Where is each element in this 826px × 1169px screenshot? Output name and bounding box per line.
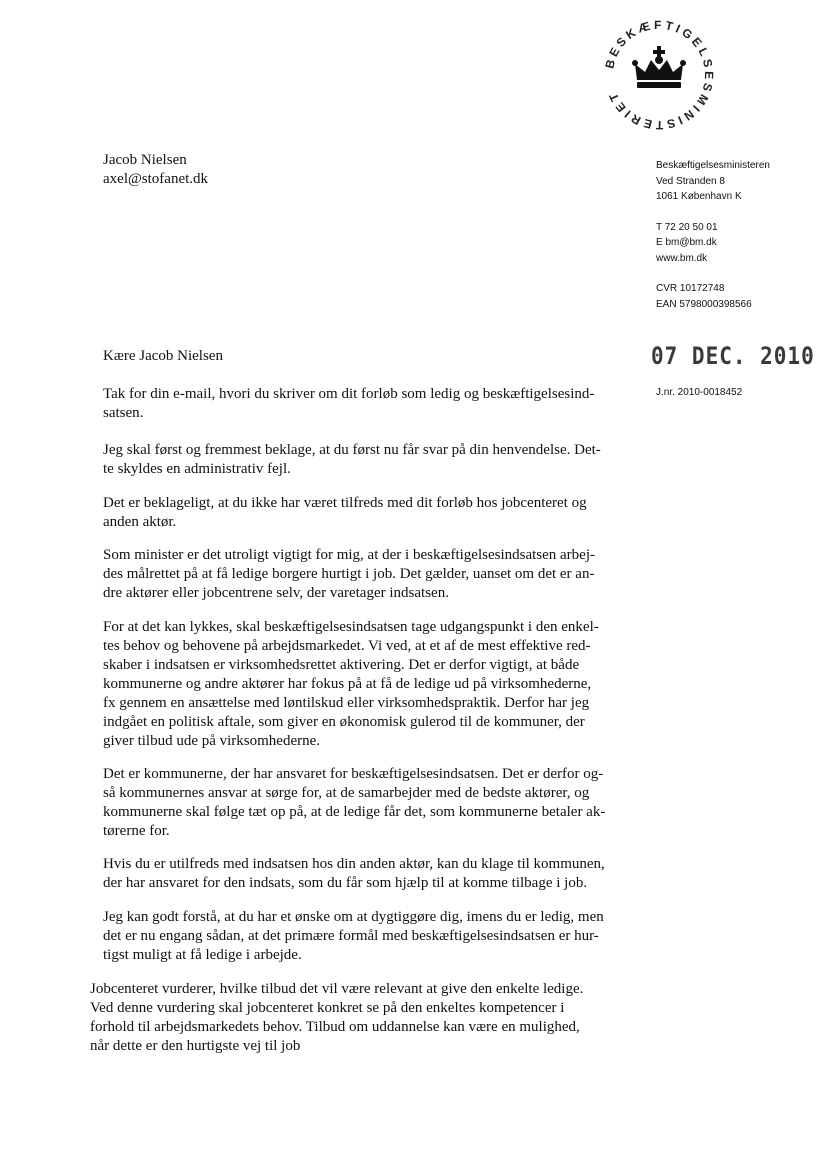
- paragraph-line: indgået en politisk aftale, som giver en økonomisk gulerod til de kommuner, der: [103, 714, 585, 730]
- paragraph-7: [103, 855, 605, 893]
- paragraph-line: Ved denne vurdering skal jobcenteret konkret se på den enkeltes kompetencer i: [90, 1000, 565, 1016]
- paragraph-line: des målrettet på at få ledige borgere hurtigt i job. Det gælder, uanset om det er an-: [103, 566, 595, 582]
- sender-web: www.bm.dk: [656, 252, 708, 264]
- paragraph-line: tørerne for.: [103, 823, 170, 839]
- paragraph-8: [103, 908, 604, 965]
- sender-block: [656, 158, 816, 312]
- paragraph-line: satsen.: [103, 405, 144, 421]
- paragraph-line: dre aktører eller jobcentrene selv, der varetager indsatsen.: [103, 585, 449, 601]
- sender-street: Ved Stranden 8: [656, 175, 725, 187]
- paragraph-line: Det er beklageligt, at du ikke har været tilfreds med dit forløb hos jobcenteret og: [103, 495, 587, 511]
- paragraph-line: Jeg skal først og fremmest beklage, at du først nu får svar på din henvendelse. Det-: [103, 442, 601, 458]
- ministry-seal: [598, 14, 720, 136]
- recipient-email: axel@stofanet.dk: [103, 171, 209, 187]
- paragraph-line: når dette er den hurtigste vej til job: [90, 1038, 301, 1054]
- paragraph-line: Tak for din e-mail, hvori du skriver om dit forløb som ledig og beskæftigelsesind-: [103, 386, 595, 402]
- journal-number: J.nr. 2010-0018452: [656, 387, 743, 398]
- paragraph-4: [103, 546, 595, 603]
- paragraph-1: [103, 385, 594, 423]
- recipient-block: [103, 151, 208, 189]
- sender-ean: EAN 5798000398566: [656, 298, 752, 310]
- paragraph-line: tes behov og behovene på arbejdsmarkedet. Vi ved, at et af de mest effektive red-: [103, 638, 591, 654]
- crown-icon: [632, 46, 686, 88]
- sender-city: 1061 København K: [656, 191, 742, 202]
- paragraph-line: Hvis du er utilfreds med indsatsen hos din anden aktør, kan du klage til kommunen,: [103, 856, 605, 872]
- paragraph-line: te skyldes en administrativ fejl.: [103, 461, 291, 477]
- recipient-name: Jacob Nielsen: [103, 152, 187, 168]
- paragraph-3: [103, 494, 587, 532]
- paragraph-line: tigst muligt at få ledige i arbejde.: [103, 947, 302, 963]
- paragraph-line: forhold til arbejdsmarkedets behov. Tilbud om uddannelse kan være en mulighed,: [90, 1019, 580, 1035]
- paragraph-2: [103, 441, 601, 479]
- paragraph-6: [103, 765, 605, 841]
- paragraph-line: det er nu engang sådan, at det primære formål med beskæftigelsesindsatsen er hur-: [103, 928, 599, 944]
- paragraph-line: Det er kommunerne, der har ansvaret for beskæftigelsesindsatsen. Det er derfor og-: [103, 766, 604, 782]
- paragraph-line: Jobcenteret vurderer, hvilke tilbud det vil være relevant at give den enkelte ledige.: [90, 981, 584, 997]
- paragraph-9: [90, 980, 583, 1056]
- paragraph-line: fx gennem en ansættelse med løntilskud eller virksomhedspraktik. Derfor har jeg: [103, 695, 590, 711]
- sender-email: E bm@bm.dk: [656, 237, 717, 248]
- paragraph-line: skaber i indsatsen er virksomhedsrettet aktivering. Det er derfor vigtigt, at både: [103, 657, 580, 673]
- paragraph-line: Jeg kan godt forstå, at du har et ønske om at dygtiggøre dig, imens du er ledig, men: [103, 909, 604, 925]
- sender-phone: T 72 20 50 01: [656, 221, 718, 233]
- sender-cvr: CVR 10172748: [656, 283, 725, 294]
- paragraph-line: kommunerne skal følge tæt op på, at de ledige får det, som kommunerne betaler ak-: [103, 804, 606, 820]
- date-stamp: 07 DEC. 2010: [651, 342, 815, 370]
- paragraph-line: anden aktør.: [103, 514, 177, 530]
- sender-org: Beskæftigelsesministeren: [656, 160, 770, 171]
- paragraph-line: så kommunernes ansvar at sørge for, at de samarbejder med de bedste aktører, og: [103, 785, 590, 801]
- paragraph-5: [103, 618, 599, 751]
- paragraph-line: der har ansvaret for den indsats, som du får som hjælp til at komme tilbage i job.: [103, 875, 588, 891]
- paragraph-line: Som minister er det utroligt vigtigt for mig, at der i beskæftigelsesindsatsen arbej-: [103, 547, 595, 563]
- paragraph-line: For at det kan lykkes, skal beskæftigelsesindsatsen tage udgangspunkt i den enkel-: [103, 619, 599, 635]
- paragraph-line: giver tilbud ude på virksomhederne.: [103, 733, 321, 749]
- salutation: Kære Jacob Nielsen: [103, 348, 223, 364]
- paragraph-line: kommunerne og andre aktører har fokus på at få de ledige ud på virksomhederne,: [103, 676, 592, 692]
- seal-arc-text: BESKÆFTIGELSESMINISTERIET: [602, 17, 717, 133]
